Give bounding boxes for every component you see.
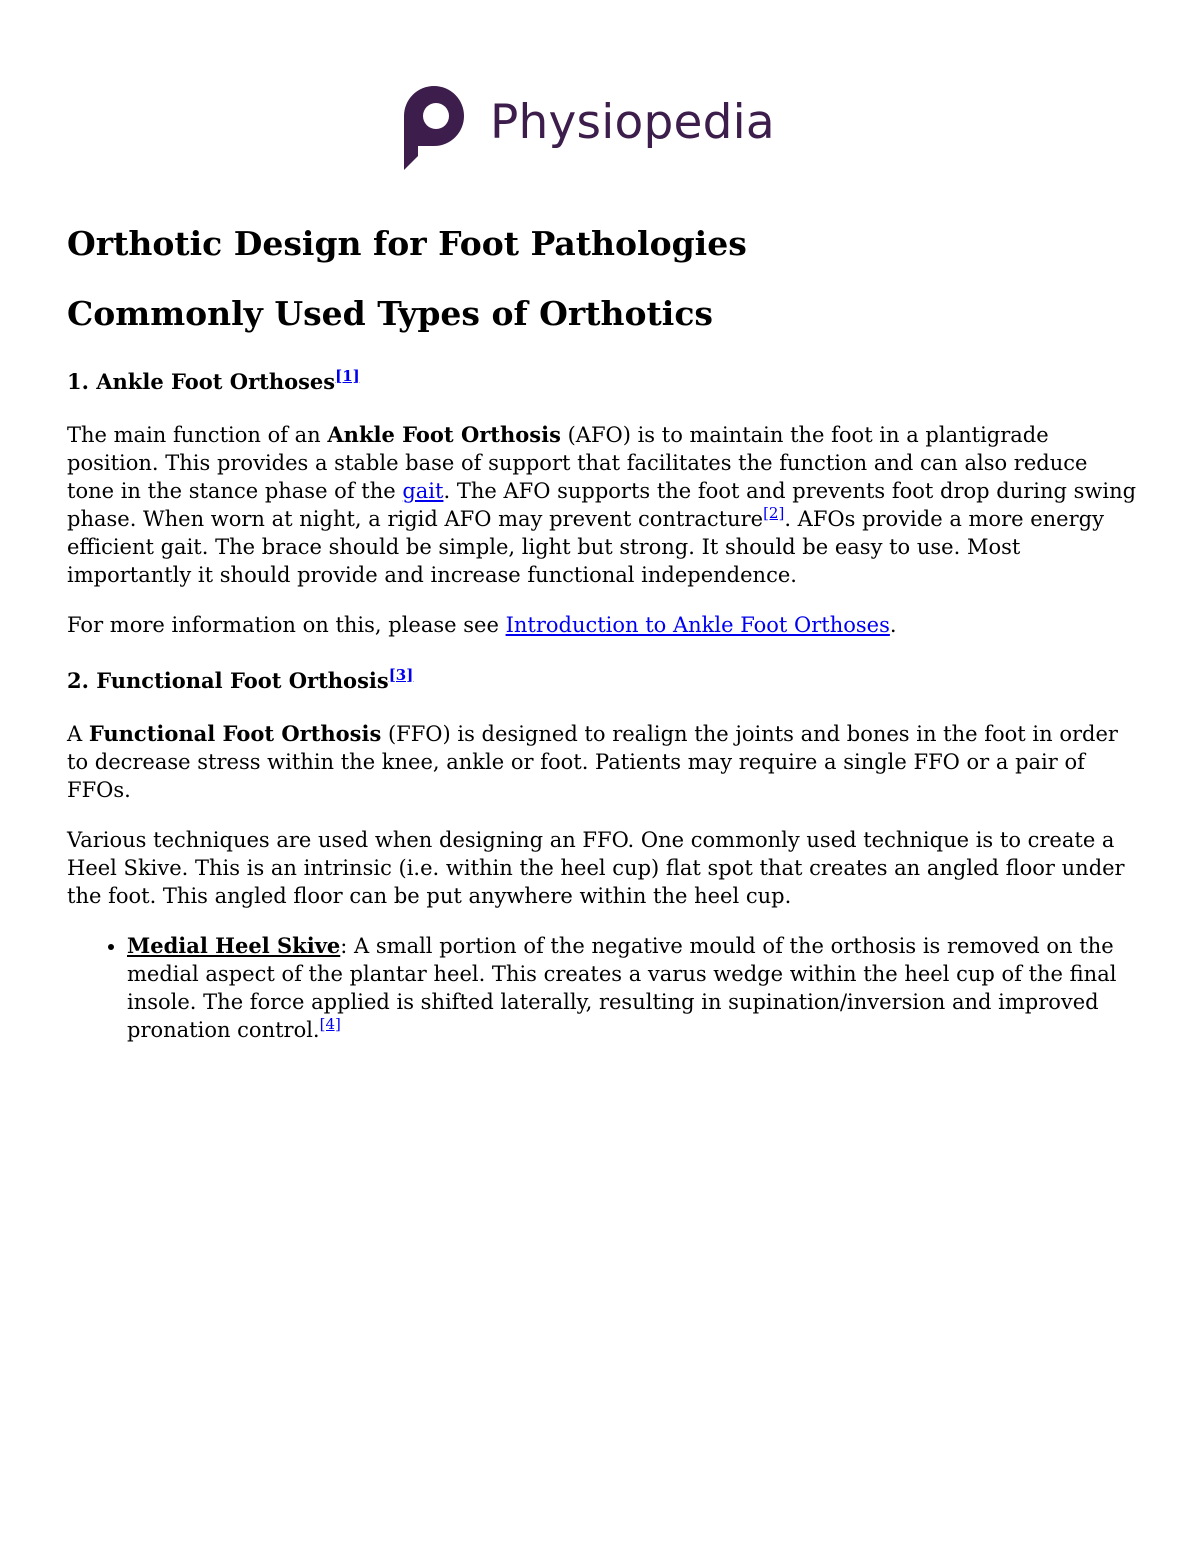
bullet-ref [320, 1015, 341, 1033]
medial-heel-skive-text: : A small portion of the negative mould of the orthosis is removed on the medial aspect of the plantar heel. This creates a varus wedge within the heel cup of the final insole. The force applied is shifted laterally, resulting in supination/inversion and improved pronation control. [127, 934, 1117, 1042]
article-content [67, 218, 1137, 1044]
ffo-heading [67, 665, 1137, 697]
afo-p1-ref [763, 504, 784, 522]
ffo-heading-ref [389, 666, 414, 684]
medial-heel-skive-term: Medial Heel Skive [127, 933, 341, 958]
list-item [127, 932, 1137, 1044]
intro-afo-link[interactable]: Introduction to Ankle Foot Orthoses [505, 613, 890, 637]
ffo-p1-part2: (FFO) is designed to realign the joints and bones in the foot in order to decrease stress within the knee, ankle or foot. Patients may require a single FFO or a pair of FFOs. [67, 722, 1118, 802]
ffo-paragraph [67, 720, 1137, 804]
ref-link-3[interactable]: [3] [388, 666, 414, 684]
afo-more-info [67, 611, 1137, 639]
gait-link[interactable]: gait [402, 479, 444, 503]
ffo-p1-bold: Functional Foot Orthosis [88, 721, 382, 746]
afo-heading-text: 1. Ankle Foot Orthoses [67, 369, 336, 394]
afo-heading-ref [335, 367, 360, 385]
afo-p1-bold: Ankle Foot Orthosis [327, 422, 561, 447]
ffo-p1-part1: A [67, 722, 89, 746]
afo-p1-part3: . The AFO supports the foot and prevents foot drop during swing phase. When worn at night, a rigid AFO may prevent contracture [67, 479, 1137, 531]
physiopedia-p-icon [400, 84, 472, 174]
ref-link-4[interactable]: [4] [319, 1015, 341, 1033]
afo-p2-part2: . [889, 613, 897, 637]
afo-p1-part4: . AFOs provide a more energy efficient gait. The brace should be simple, light but strong. It should be easy to use. Most importantly it should provide and increase functional independence. [67, 507, 1104, 587]
page-title: Orthotic Design for Foot Pathologies [67, 224, 747, 263]
afo-paragraph [67, 421, 1137, 589]
brand-name: Physiopedia [490, 94, 775, 150]
ref-link-2[interactable]: [2] [763, 504, 785, 522]
afo-p1-part1: The main function of an [67, 423, 328, 447]
afo-p2-part1: For more information on this, please see [67, 613, 506, 637]
afo-heading [67, 366, 1137, 398]
afo-p1-part2: (AFO) is to maintain the foot in a plantigrade position. This provides a stable base of support that facilitates the function and can also reduce tone in the stance phase of the [67, 423, 1088, 503]
ref-link-1[interactable]: [1] [335, 367, 360, 385]
section-heading: Commonly Used Types of Orthotics [67, 294, 713, 333]
ffo-techniques-paragraph: Various techniques are used when designing an FFO. One commonly used technique is to create a Heel Skive. This is an intrinsic (i.e. within the heel cup) flat spot that creates an angled floor under the foot. This angled floor can be put anywhere within the heel cup. [67, 828, 1125, 908]
ffo-heading-text: 2. Functional Foot Orthosis [67, 668, 389, 693]
physiopedia-logo[interactable] [400, 84, 775, 174]
skive-list [67, 932, 1137, 1044]
